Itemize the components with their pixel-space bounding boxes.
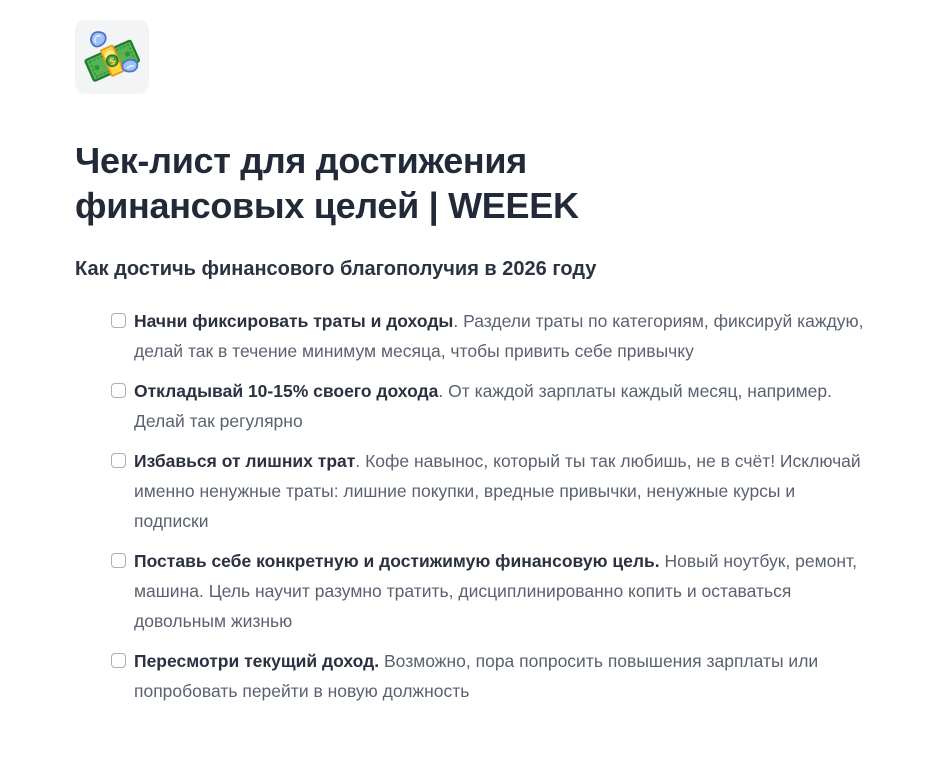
page-subtitle: Как достичь финансового благополучия в 2026 году	[75, 258, 597, 280]
item-text	[134, 376, 874, 436]
svg-text:$: $	[107, 55, 119, 69]
checklist-item	[111, 306, 874, 366]
item-lead: Избавься от лишних трат	[134, 451, 356, 471]
item-rest: . Кофе навынос, который ты так любишь, не в счёт! Исключай именно ненужные траты: лишние покупки, вредные привычки, ненужные курсы и подписки	[134, 451, 861, 531]
checklist	[111, 306, 874, 706]
item-lead: Пересмотри текущий доход.	[134, 651, 380, 671]
item-text	[134, 546, 874, 636]
item-rest: Возможно, пора попросить повышения зарплаты или попробовать перейти в новую должность	[134, 651, 819, 701]
checkbox[interactable]	[111, 313, 126, 328]
item-text	[134, 306, 874, 366]
checkbox[interactable]	[111, 553, 126, 568]
item-text	[134, 646, 874, 706]
checkbox[interactable]	[111, 453, 126, 468]
page-title: Чек-лист для достижения финансовых целей | WEEEK	[75, 140, 579, 226]
item-rest: . От каждой зарплаты каждый месяц, например. Делай так регулярно	[134, 381, 833, 431]
checklist-item	[111, 446, 874, 536]
checkbox[interactable]	[111, 383, 126, 398]
money-with-wings-icon	[84, 29, 140, 85]
page-favicon	[75, 20, 149, 94]
item-rest: . Раздели траты по категориям, фиксируй каждую, делай так в течение минимум месяца, чтобы привить себе привычку	[134, 311, 864, 361]
item-lead: Начни фиксировать траты и доходы	[134, 311, 454, 331]
checklist-item	[111, 546, 874, 636]
checklist-item	[111, 376, 874, 436]
checkbox[interactable]	[111, 653, 126, 668]
item-lead: Поставь себе конкретную и достижимую финансовую цель.	[134, 551, 660, 571]
item-rest: Новый ноутбук, ремонт, машина. Цель научит разумно тратить, дисциплинированно копить и оставаться довольным жизнью	[134, 551, 857, 631]
item-lead: Откладывай 10-15% своего дохода	[134, 381, 439, 401]
checklist-item	[111, 646, 874, 706]
item-text	[134, 446, 874, 536]
